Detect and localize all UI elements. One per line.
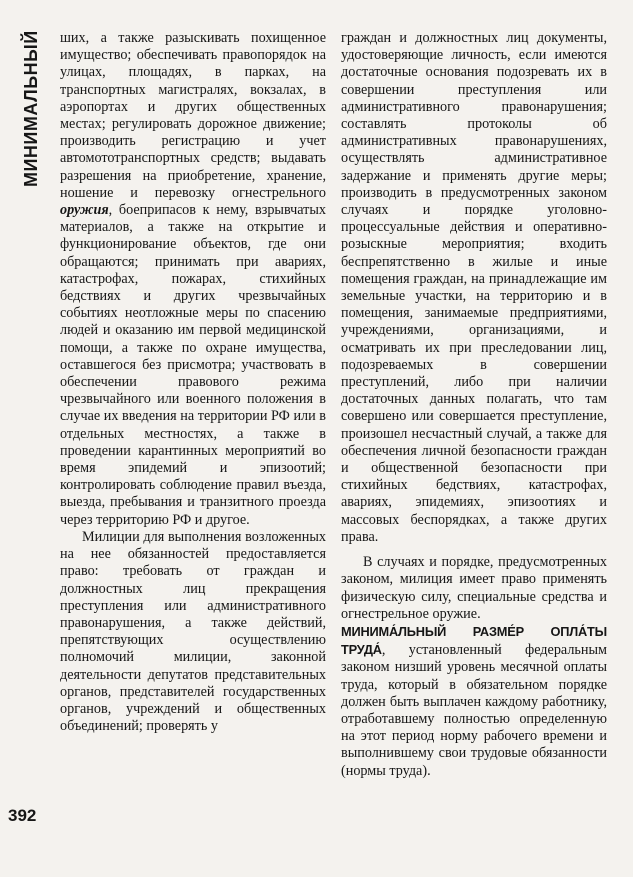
right-column	[341, 30, 607, 780]
dictionary-entry	[341, 623, 607, 780]
paragraph	[60, 30, 326, 529]
left-column	[60, 30, 326, 735]
page-number: 392	[8, 806, 37, 825]
paragraph: В случаях и порядке, предусмотренных законом, милиция имеет право применять физическую силу, специальные средства и огнестрельное оружие.	[341, 554, 607, 622]
paragraph: Милиции для выполнения возложенных на нее обязанностей предоставляется право: требовать от граждан и должностных лиц прекращения преступления или административного правонарушения, а также действий, препятствующих осуществлению полномочий милиции, законной деятельности депутатов представительных органов, представителей государственных органов, учреждений и общественных объединений; проверять у	[60, 528, 326, 735]
text: , боеприпасов к нему, взрывчатых материалов, а также на открытие и функционирование объектов, где они обращаются; принимать при авариях, катастрофах, пожарах, стихийных бедствиях и других чрезвычайных событиях неотложные меры по спасению людей и оказанию им первой медицинской помощи, а также по охране имущества, оставшегося без присмотра; участвовать в обеспечении правового режима чрезвычайного или военного положения в случае их введения на территории РФ или в отдельных местностях, а также в проведении карантинных мероприятий во время эпидемий и эпизоотий; контролировать соблюдение правил въезда, выезда, пребывания и транзитного проезда через территорию РФ и другое.	[60, 202, 326, 528]
paragraph-gap	[341, 546, 607, 554]
paragraph: граждан и должностных лиц документы, удостоверяющие личность, если имеются достаточные основания подозревать их в совершении преступления или административного правонарушения; составлять протоколы об административных правонарушениях, осуществлять административное задержание и применять другие меры; производить в предусмотренных законом случаях и порядке уголовно-процессуальные действия и оперативно-розыскные мероприятия; входить беспрепятственно в жилые и иные помещения граждан, на принадлежащие им земельные участки, на территорию и в помещения, занимаемые предприятиями, учреждениями, организациями, и осматривать их при преследовании лиц, подозреваемых в совершении преступлений, либо при наличии достаточных данных полагать, что там совершено или совершается преступление, произошел несчастный случай, а также для обеспечения личной безопасности граждан и общественной безопасности при стихийных бедствиях, катастрофах, авариях, эпидемиях, эпизоотиях и массовых беспорядках, а также других права.	[341, 30, 607, 545]
entry-headword: МИНИМА́ЛЬНЫЙ РАЗМЕ́Р ОПЛА́ТЫ ТРУДА́	[341, 623, 607, 658]
running-header: МИНИМАЛЬНЫЙ	[21, 30, 41, 187]
cross-reference: оружия	[60, 202, 109, 219]
text: ших, а также разыскивать похищенное имущество; обеспечивать правопорядок на улицах, площадях, в парках, на транспортных магистралях, вокзалах, в аэропортах и других общественных местах; регулировать дорожное движение; производить регистрацию и учет автомототранспортных средств; выдавать разрешения на приобретение, хранение, ношение и перевозку огнестрельного	[60, 30, 326, 201]
entry-definition: , установленный федеральным законом низший уровень месячной оплаты труда, который в обязательном порядке должен быть выплачен каждому работнику, отработавшему полностью определенную на этот период норму рабочего времени и выполнившему свои трудовые обязанности (нормы труда).	[341, 642, 607, 779]
